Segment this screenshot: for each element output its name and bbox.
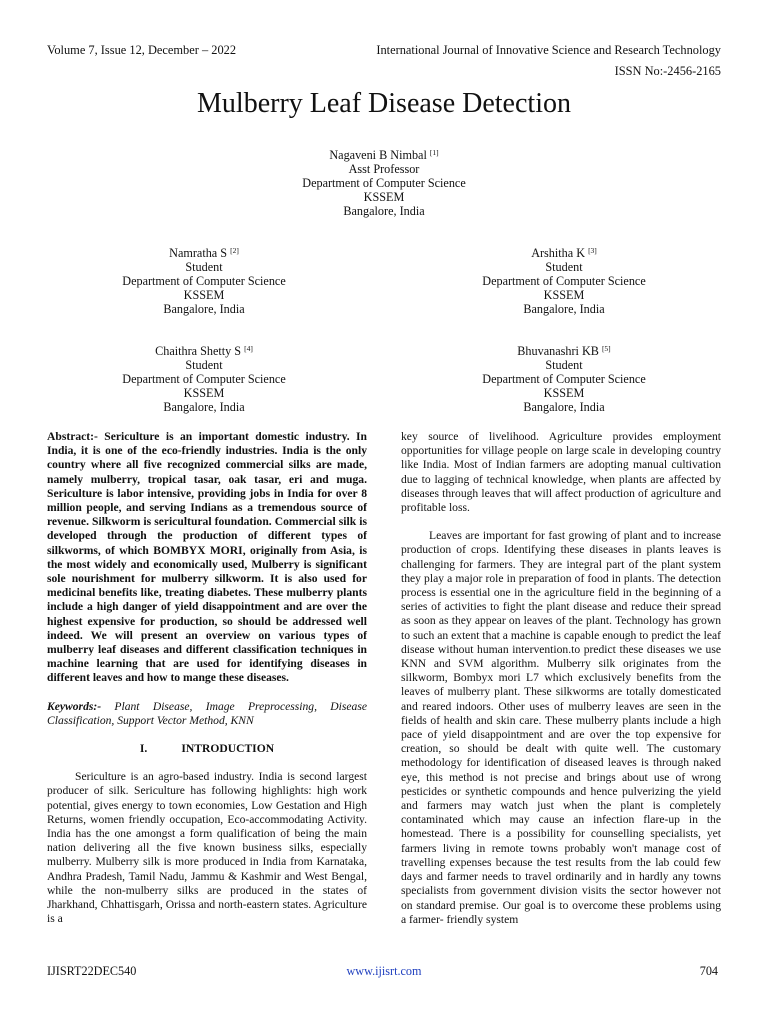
right-paragraph-2: Leaves are important for fast growing of plant and to increase production of crops. Identifying these diseases in plants leaves is challenging for farmers. They are integral part of the plant system they play a major role in preparation of food in plants. The detection process is essential one in the agriculture field in the beginning of a series of activities to fight the plant disease and reduce their spread as soon as they appear on leaves of the plant. Technology has grown to such an extent that a machine is capable enough to predict the leaf disease without human intervention.to predict these diseases we use KNN and SVM algorithm. Mulberry silk originates from the silkworm, Bombyx mori L7 which exclusively benefits from the leaves of mulberry plant. These silkworms are totally domesticated and reared indoors. Other uses of mulberry leaves are seen in the fields of health and skin care. These mulberry plants include a high pace of yield disappointment and are over the top expensive for creation, so should be dealt with quite well. The customary methodology for identification of diseased leaves is through naked eye, this method is not precise and brings about use of wrong pesticides or synthetic compounds and hence pulverizing the yield and farmers may watch just when the plant is completely contaminated which may cause an infection flare-up in the homestead. There is a possibility for counselling specialists, yet farmers living in remote towns probably won't manage cost of travelling expenses because the test results from the lab could few days and farmer needs to travel ordinarily and in hardly any towns specialists from government division visits the sector however not on standard premise. Our goal is to overcome these problems using a farmer- friendly system: [401, 529, 721, 926]
author-inst: KSSEM: [183, 386, 225, 400]
footer-website-link[interactable]: www.ijisrt.com: [346, 964, 422, 978]
author-block-5: [414, 344, 714, 414]
author-name: Arshitha K [3]: [531, 246, 597, 260]
author-dept: Department of Computer Science: [122, 274, 286, 288]
author-name: Bhuvanashri KB [5]: [517, 344, 611, 358]
author-city: Bangalore, India: [523, 302, 605, 316]
author-block-4: [54, 344, 354, 414]
paper-title: Mulberry Leaf Disease Detection: [197, 88, 571, 119]
section-heading: [47, 742, 367, 756]
author-role: Student: [185, 358, 223, 372]
author-block-2: [54, 246, 354, 316]
author-inst: KSSEM: [183, 288, 225, 302]
keywords-label: Keywords:-: [47, 699, 102, 713]
author-block-1: [234, 148, 534, 218]
author-inst: KSSEM: [363, 190, 405, 204]
author-inst: KSSEM: [543, 288, 585, 302]
author-dept: Department of Computer Science: [482, 372, 646, 386]
author-dept: Department of Computer Science: [122, 372, 286, 386]
author-city: Bangalore, India: [163, 400, 245, 414]
footer-paper-id: IJISRT22DEC540: [47, 964, 137, 978]
left-column: [47, 430, 367, 927]
right-column: [401, 430, 721, 927]
header-volume: Volume 7, Issue 12, December – 2022: [47, 43, 237, 57]
header-journal: International Journal of Innovative Science and Research Technology: [376, 43, 721, 57]
author-dept: Department of Computer Science: [302, 176, 466, 190]
author-dept: Department of Computer Science: [482, 274, 646, 288]
keywords-text: Plant Disease, Image Preprocessing, Disease Classification, Support Vector Method, KNN: [47, 699, 367, 727]
author-city: Bangalore, India: [343, 204, 425, 218]
author-role: Student: [185, 260, 223, 274]
author-role: Student: [545, 260, 583, 274]
author-city: Bangalore, India: [523, 400, 605, 414]
header-issn: ISSN No:-2456-2165: [614, 64, 721, 78]
section-number: I.: [139, 742, 148, 756]
intro-paragraph: Sericulture is an agro-based industry. India is second largest producer of silk. Sericulture has following highlights: high work potential, gives energy to town economies, Low Gestation and High Returns, women friendly occupation, Eco-accommodating Activity. India has the one amongst a form qualification of being the main nation delivering all the five known business silks, especially mulberry. Mulberry silk is more produced in India from Karnataka, Andhra Pradesh, Tamil Nadu, Jammu & Kashmir and West Bengal, while the non-mulberry silks are produced in the states of Jharkhand, Chhattisgarh, Orissa and north-eastern states. Agriculture is a: [47, 770, 367, 926]
author-inst: KSSEM: [543, 386, 585, 400]
author-role: Student: [545, 358, 583, 372]
abstract: Abstract:- Sericulture is an important domestic industry. In India, it is one of the eco-friendly industries. India is the only country where all five recognized commercial silks are made, namely mulberry, tropical tasar, oak tasar, eri and muga. Sericulture is labor intensive, providing jobs in India for over 8 million people, and serving Indians as a tremendous source of revenue. Silkworm is sericultural foundation. Commercial silk is developed through the production of different types of silkworms, of which BOMBYX MORI, originally from Asia, is the most widely and economically used, Mulberry is significant sole nourishment for mulberry silkworm. It is also used for medicinal benefits like, treating diabetes. These mulberry plants include a high danger of yield disappointment and are over the highest expensive for production, so should be addressed well indeed. We will present an overview on various types of mulberry leaf diseases and different classification techniques in machine learning that are used for identifying diseases in different leaves and how to mange these diseases.: [47, 430, 367, 685]
author-block-3: [414, 246, 714, 316]
author-name: Namratha S [2]: [169, 246, 239, 260]
keywords: [47, 700, 367, 728]
section-title: INTRODUCTION: [181, 742, 275, 756]
author-role: Asst Professor: [348, 162, 420, 176]
author-city: Bangalore, India: [163, 302, 245, 316]
author-name: Nagaveni B Nimbal [1]: [329, 148, 439, 162]
author-name: Chaithra Shetty S [4]: [155, 344, 253, 358]
footer-page-number: 704: [699, 964, 718, 978]
right-paragraph-1: key source of livelihood. Agriculture provides employment opportunities for village people on large scale in developing country like India. Most of Indian farmers are adopting manual cultivation due to lagging of technical knowledge, when plants are affected by diseases through leaves that will affect production of agriculture and profitable loss.: [401, 430, 721, 515]
